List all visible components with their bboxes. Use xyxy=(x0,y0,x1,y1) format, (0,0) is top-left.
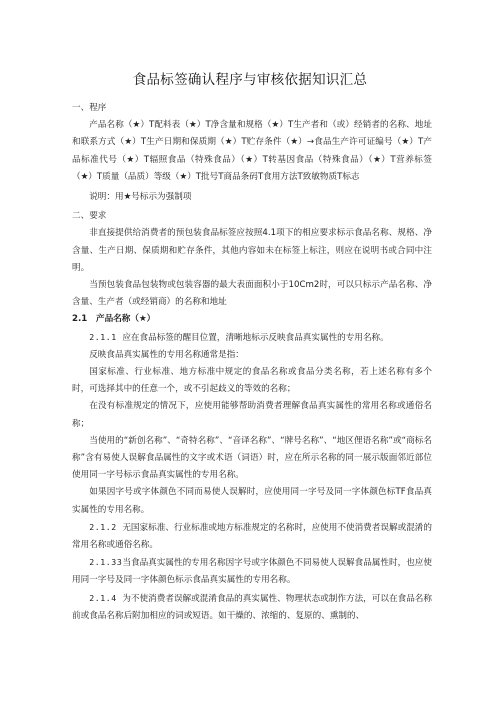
procedure-text: 产品名称（★）T配料表（★）T净含量和规格（★）T生产者和（或）经销者的名称、地址和联系方式（★）T生产日期和保质期（★）T贮存条件（★）→食品生产许可证编号（★）T产品标准代号（★）T辐照食品（特殊食品）（★）T转基因食品（特殊食品）（★）T营养标签（★）T质量（品质）等级（★）T批号T商品条码T食用方法T致敏物质T标志 xyxy=(72,120,432,182)
subsection-number: 2.1 xyxy=(72,314,88,325)
subsection-heading-product-name xyxy=(72,311,432,328)
clause-2-1-3 xyxy=(72,554,432,589)
paragraph-font-color: 如果因字号或字体颜色不同而易使人误解时，应使用同一字号及同一字体颜色标TF食品真实属性的专用名称。 xyxy=(72,487,432,515)
clause-text: 当食品真实属性的专用名称因字号或字体颜色不同易使人误解食品属性时，也应使用同一字号及同一字体颜色标示食品真实属性的专用名称。 xyxy=(72,558,432,586)
section-heading-procedure: 一、程序 xyxy=(72,103,107,113)
clause-2-1-2 xyxy=(72,519,432,554)
mandatory-note: 说明：用★号标示为强制项 xyxy=(89,192,192,203)
clause-2-1-4 xyxy=(72,590,432,625)
paragraph-true-name-definition: 反映食品真实属性的专用名称通常是指： xyxy=(89,349,244,360)
clause-2-1-1 xyxy=(72,329,432,347)
clause-number: 2.1.1 xyxy=(89,331,117,342)
section-heading-requirements: 二、要求 xyxy=(72,211,107,222)
paragraph-common-names: 在没有标准规定的情况下，应使用能够帮助消费者理解食品真实属性的常用名称或通俗名称； xyxy=(72,401,432,429)
subsection-title: 产品名称（★） xyxy=(96,314,156,325)
document-title: 食品标签确认程序与审核依据知识汇总 xyxy=(132,72,368,88)
paragraph-non-direct-labels: 非直接提供给消费者的预包装食品标签应按照4.1项下的相应要求标示食品名称、规格、净含量、生产日期、保质期和贮存条件，其他内容如未在标签上标注，则应在说明书或合同中注明。 xyxy=(72,228,432,273)
paragraph-standard-names: 国家标准、行业标准、地方标准中规定的食品名称或食品分类名称，若上述名称有多个时，可选择其中的任意一个，或不引起歧义的等效的名称； xyxy=(72,367,432,395)
paragraph-small-package: 当预包装食品包装物或包装容器的最大表面面积小于10Cm2时，可以只标示产品名称、净含量、生产者（或经销商）的名称和地址 xyxy=(72,280,432,308)
clause-number: 2.1.33 xyxy=(89,557,123,568)
clause-text: 为不使消费者误解或混淆食品的真实属性、物理状态或制作方法，可以在食品名称前或食品名称后附加相应的词或短语。如干燥的、浓缩的、复原的、熏制的、 xyxy=(72,593,432,621)
clause-text: 无国家标准、行业标准或地方标准规定的名称时，应使用不使消费者误解或混淆的常用名称或通俗名称。 xyxy=(72,522,432,551)
document-body xyxy=(72,100,432,625)
clause-number: 2.1.2 xyxy=(89,521,117,532)
clause-number: 2.1.4 xyxy=(89,592,117,603)
clause-text: 应在食品标签的醒目位置，清晰地标示反映食品真实属性的专用名称。 xyxy=(122,332,389,343)
paragraph-novel-names: 当使用的“新创名称”、“奇特名称”、“音译名称”、“牌号名称”、“地区俚语名称”或“商标名称”含有易使人误解食品属性的文字或术语（词语）时，应在所示名称的同一展示版面邻近部位使用同一字号标示食品真实属性的专用名称。 xyxy=(72,435,432,481)
